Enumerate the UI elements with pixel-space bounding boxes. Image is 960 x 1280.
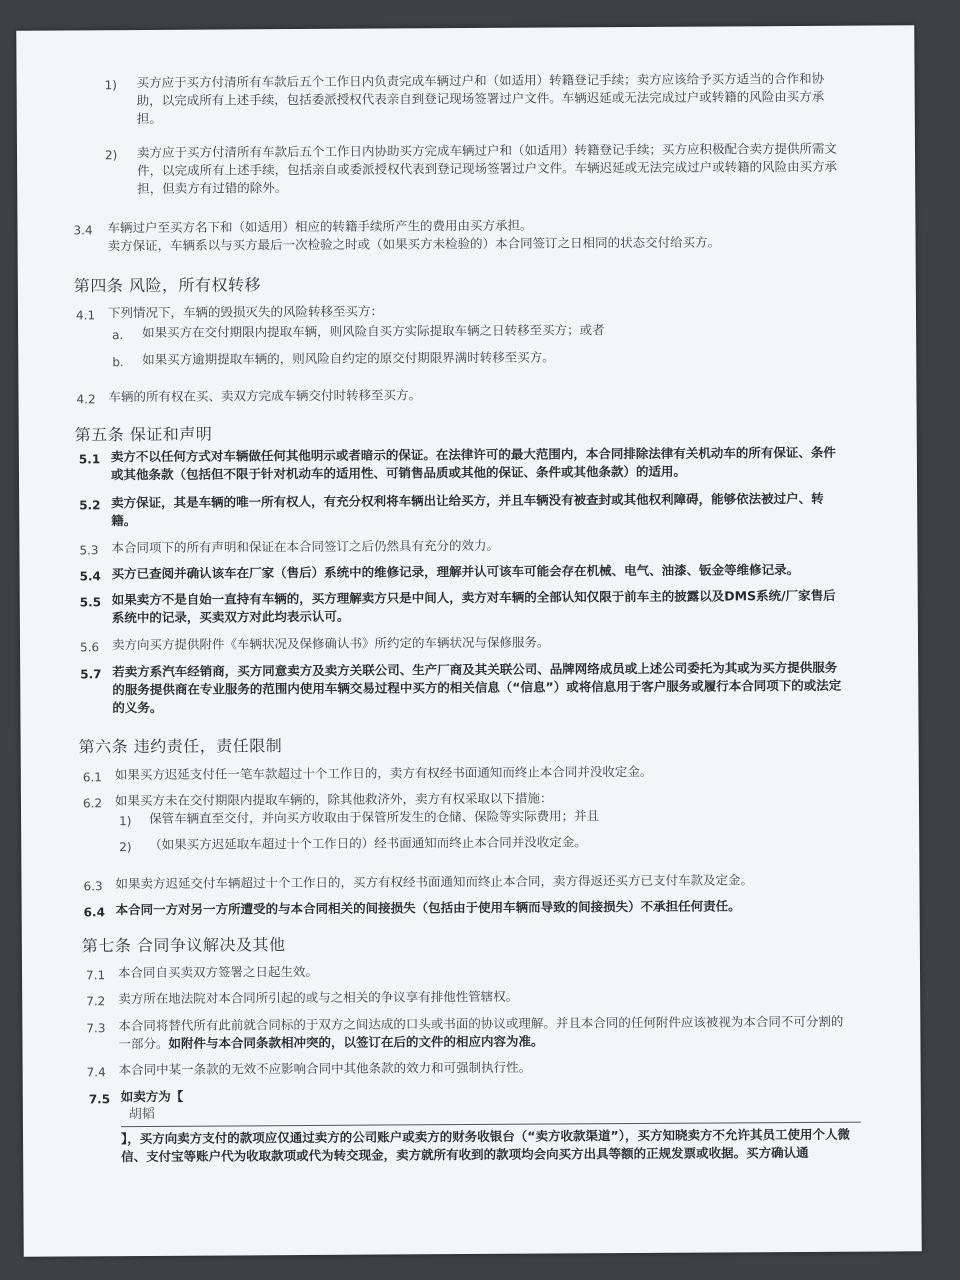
section-6-2-1-text: 保管车辆直至交付，并向买方收取由于保管所发生的仓储、保险等实际费用；并且 [149,808,600,826]
section-5-1-text: 卖方不以任何方式对车辆做任何其他明示或者暗示的保证。在法律许可的最大范围内，本合同排除法律有关机动车的所有保证、条件或其他条款（包括但不限于针对机动车的适用性、可销售品质或其他的保证、条件或其他条款）的适用。 [110,444,836,483]
section-7-5-number: 7.5 [88,1092,111,1107]
section-7-3-number: 7.3 [86,1021,106,1036]
section-7-4-text: 本合同中某一条款的无效不应影响合同中其他条款的效力和可强制执行性。 [118,1059,532,1078]
contract-content [16,25,921,1256]
section-7-1-text: 本合同自买卖双方签署之日起生效。 [117,963,319,981]
item-2-text: 卖方应于买方付清所有车款后五个工作日内协助买方完成车辆过户和（如适用）转籍登记手续；买方应积极配合卖方提供所需文件，以完成所有上述手续，包括亲自或委派授权代表到登记现场签署过户文件。车辆迟延或无法完成过户或转籍的风险由买方承担，但卖方有过错的除外。 [136,140,838,197]
section-5-3-text: 本合同项下的所有声明和保证在本合同签订之后仍然具有充分的效力。 [111,537,499,556]
section-5-5-number: 5.5 [79,595,102,610]
article-6-heading: 第六条 违约责任，责任限制 [78,736,283,757]
section-6-2-number: 6.2 [82,796,103,811]
section-7-5-lead: 如卖方为【 [120,1088,184,1105]
section-3-4-number: 3.4 [73,223,93,238]
section-5-5-text: 如果卖方不是自始一直持有车辆的，买方理解卖方只是中间人，卖方对车辆的全部认知仅限于前车主的披露以及DMS系统/厂家售后系统中的记录，买卖双方对此均表示认可。 [111,587,836,626]
section-6-2-1-number: 1) [119,814,132,829]
seller-name-fill: 胡韬 [128,1106,155,1123]
section-6-4-number: 6.4 [83,905,105,920]
section-5-2-text: 卖方保证，其是车辆的唯一所有权人，有充分权利将车辆出让给买方，并且车辆没有被查封或其他权利障碍，能够依法被过户、转籍。 [111,490,824,529]
section-6-2-text: 如果买方未在交付期限内提取车辆的，除其他救济外，卖方有权采取以下措施： [114,790,553,809]
section-6-3-number: 6.3 [83,879,103,894]
section-7-3-text [118,1013,853,1053]
section-6-2-2-number: 2) [119,840,132,855]
section-5-3-number: 5.3 [79,543,99,558]
section-4-1-text: 下列情况下，车辆的毁损灭失的风险转移至买方： [107,303,384,321]
section-7-2-number: 7.2 [86,994,106,1009]
article-5-heading: 第五条 保证和声明 [74,424,213,445]
section-6-4-text: 本合同一方对另一方所遭受的与本合同相关的间接损失（包括由于使用车辆而导致的间接损失）不承担任何责任。 [115,898,741,918]
section-4-2-text: 车辆的所有权在买、卖双方完成车辆交付时转移至买方。 [108,387,422,405]
item-2-number: 2) [104,148,118,163]
section-4-1-a-number: a. [112,328,124,343]
article-4-heading: 第四条 风险，所有权转移 [73,275,261,296]
section-4-1-number: 4.1 [75,308,96,323]
section-4-2-number: 4.2 [76,392,96,407]
section-5-6-text: 卖方向买方提供附件《车辆状况及保修确认书》所约定的车辆状况与保修服务。 [111,634,550,653]
section-3-4-text-1: 车辆过户至买方名下和（如适用）相应的转籍手续所产生的费用由买方承担。 [107,217,533,236]
section-6-3-text: 如果卖方迟延交付车辆超过十个工作日的，买方有权经书面通知而终止本合同，卖方得返还买方已支付车款及定金。 [115,872,754,892]
article-7-heading: 第七条 合同争议解决及其他 [81,935,286,956]
item-1-number: 1) [104,78,117,93]
section-7-3-text-b: 如附件与本合同条款相冲突的，以签订在后的文件的相应内容为准。 [168,1033,544,1051]
section-7-3-text-a: 本合同将替代所有此前就合同标的于双方之间达成的口头或书面的协议或理解。并且本合同的任何附件应该被视为本合同不可分割的一部分。 [118,1013,844,1052]
section-5-7-number: 5.7 [80,667,102,682]
section-5-4-number: 5.4 [79,569,101,584]
section-5-1-number: 5.1 [78,452,101,467]
section-6-1-text: 如果买方迟延支付任一笔车款超过十个工作日的，卖方有权经书面通知而终止本合同并没收定金。 [114,763,653,783]
section-5-4-text: 买方已查阅并确认该车在厂家（售后）系统中的维修记录，理解并认可该车可能会存在机械、电气、油漆、钣金等维修记录。 [111,561,800,582]
item-1-text: 买方应于买方付清所有车款后五个工作日内负责完成车辆过户和（如适用）转籍登记手续；卖方应该给予买方适当的合作和协助，以完成所有上述手续，包括委派授权代表亲自到登记现场签署过户文件。车辆迟延或无法完成过户或转籍的风险由买方承担。 [136,70,825,127]
section-7-4-number: 7.4 [86,1065,106,1080]
section-5-7-text: 若卖方系汽车经销商，买方同意卖方及卖方关联公司、生产厂商及其关联公司、品牌网络成员或上述公司委托为其或为买方提供服务的服务提供商在专业服务的范围内使用车辆交易过程中买方的相关信息（“信息”）或将信息用于客户服务或履行本合同项下的或法定的义务。 [112,659,842,716]
section-6-1-number: 6.1 [82,770,102,785]
contract-paper [16,25,921,1256]
section-4-1-b-number: b. [112,355,124,370]
section-5-6-number: 5.6 [79,640,100,655]
section-7-5-text: 】，买方向卖方支付的款项应仅通过卖方的公司账户或卖方的财务收银台（“卖方收款渠道”），买方知晓卖方不允许其员工使用个人微信、支付宝等账户代为收取款项或代为转交现金，卖方就所有收到的款项均会向买方出具等额的正规发票或收据。买方确认通 [120,1126,851,1165]
section-7-1-number: 7.1 [85,968,106,983]
section-5-2-number: 5.2 [79,498,101,513]
section-3-4-text-2: 卖方保证，车辆系以与买方最后一次检验之时或（如果买方未检验的）本合同签订之日相同的状态交付给买方。 [107,234,721,254]
section-6-2-2-text: （如果买方迟延取车超过十个工作日的）经书面通知而终止本合同并没收定金。 [149,834,587,852]
section-4-1-b-text: 如果买方逾期提取车辆的，则风险自约定的原交付期限界满时转移至买方。 [142,349,555,367]
section-4-1-a-text: 如果买方在交付期限内提取车辆，则风险自买方实际提取车辆之日转移至买方；或者 [142,322,605,340]
section-7-2-text: 卖方所在地法院对本合同所引起的或与之相关的争议享有排他性管辖权。 [118,988,519,1007]
